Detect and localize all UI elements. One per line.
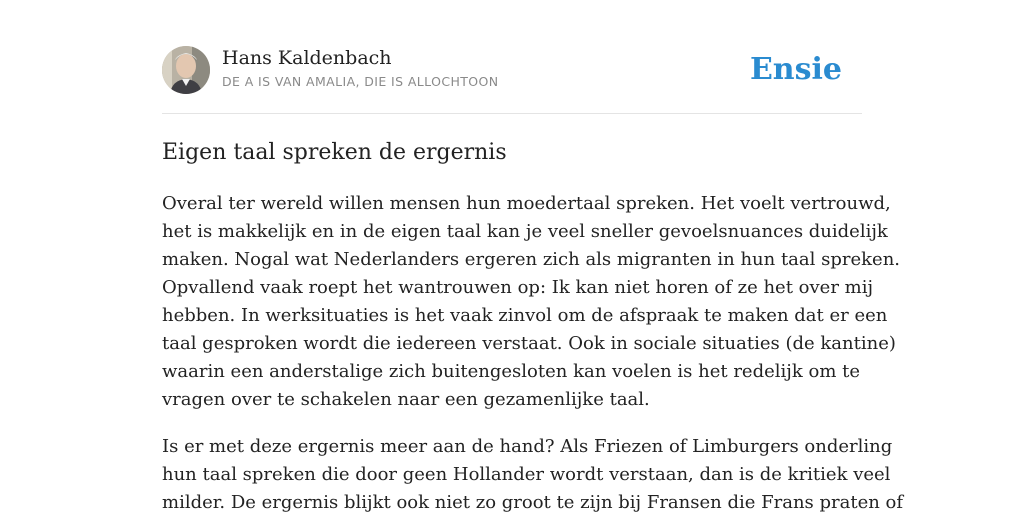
author-name[interactable]: Hans Kaldenbach <box>222 47 392 69</box>
ensie-logo[interactable]: Ensie <box>749 52 842 87</box>
header-divider <box>162 113 862 114</box>
text-line: vragen over te schakelen naar een gezamenlijke taal. <box>162 389 650 410</box>
text-line: waarin een anderstalige zich buitengesloten kan voelen is het redelijk om te <box>162 361 860 382</box>
article-title: Eigen taal spreken de ergernis <box>162 140 507 165</box>
paragraph-2 <box>162 433 904 512</box>
text-line: maken. Nogal wat Nederlanders ergeren zich als migranten in hun taal spreken. <box>162 249 901 270</box>
text-line: hebben. In werksituaties is het vaak zinvol om de afspraak te maken dat er een <box>162 305 888 326</box>
author-header <box>162 46 862 96</box>
paragraph-spacer <box>162 414 862 433</box>
text-line: Opvallend vaak roept het wantrouwen op: Ik kan niet horen of ze het over mij <box>162 277 874 298</box>
paragraph-1 <box>162 190 901 414</box>
text-line: Is er met deze ergernis meer aan de hand? Als Friezen of Limburgers onderling <box>162 436 893 457</box>
author-tagline: DE A IS VAN AMALIA, DIE IS ALLOCHTOON <box>222 74 499 89</box>
text-line: milder. De ergernis blijkt ook niet zo groot te zijn bij Fransen die Frans praten of <box>162 492 904 512</box>
text-line: Overal ter wereld willen mensen hun moedertaal spreken. Het voelt vertrouwd, <box>162 193 891 214</box>
article-body <box>162 190 904 512</box>
text-line: hun taal spreken die door geen Hollander wordt verstaan, dan is de kritiek veel <box>162 464 891 485</box>
author-avatar[interactable] <box>162 46 210 94</box>
text-line: taal gesproken wordt die iedereen verstaat. Ook in sociale situaties (de kantine) <box>162 333 896 354</box>
text-line: het is makkelijk en in de eigen taal kan je veel sneller gevoelsnuances duidelijk <box>162 221 888 242</box>
author-photo-icon <box>162 46 210 94</box>
